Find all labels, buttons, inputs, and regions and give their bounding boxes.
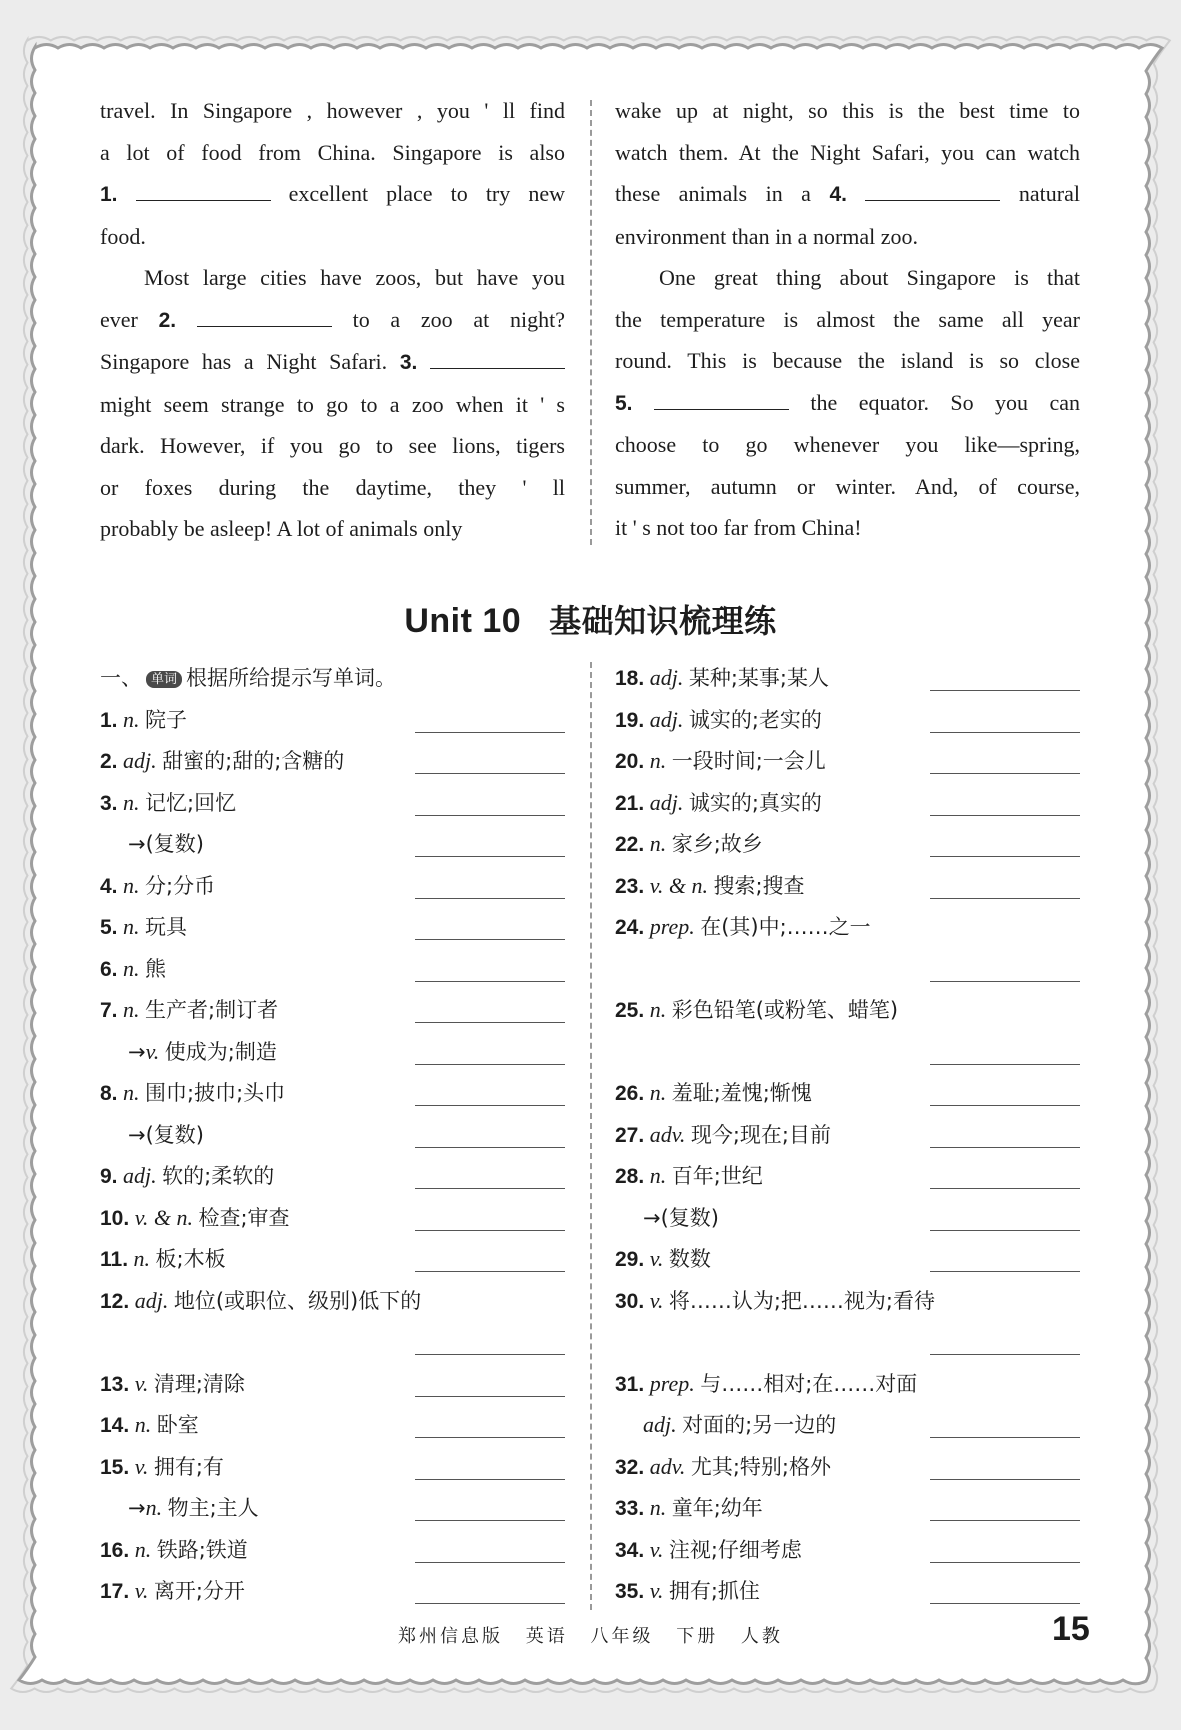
passage-text: watch them. At the Night Safari, you can watch [615,139,1080,165]
chinese-meaning: 熊 [145,956,167,981]
column-divider [590,100,592,545]
part-of-speech: n. [123,1080,140,1105]
derivation-arrow: → [128,1039,146,1064]
blank-number: 2. [158,308,177,332]
answer-line[interactable] [930,1603,1080,1604]
passage-text: the equator. So you can [810,389,1081,415]
item-number: 7. [100,999,118,1022]
part-of-speech: v. & n. [649,872,708,898]
section-heading [100,657,565,699]
item-number: 33. [615,1497,645,1520]
vocab-row [100,1446,565,1488]
answer-line[interactable] [415,1147,565,1148]
answer-line[interactable] [930,1479,1080,1480]
passage-text: these animals in a [615,181,811,206]
chinese-meaning: 在(其)中;……之一 [700,915,871,939]
vocab-row [100,1031,565,1073]
vocab-row [100,1321,565,1363]
passage-text: food. [100,223,146,249]
unit-title [0,596,1181,642]
passage-text: or foxes during the daytime, they ' ll [100,474,565,500]
item-number: 18. [615,667,645,690]
passage-text: choose to go whenever you like—spring, [615,432,1080,457]
vocab-row [615,1197,1080,1239]
passage-line [615,257,1080,299]
answer-line[interactable] [415,1437,565,1438]
item-number: 21. [615,791,645,815]
vocab-row [100,1072,565,1114]
chinese-meaning: 一段时间;一会儿 [671,749,826,773]
part-of-speech: n. [649,1080,667,1105]
item-number: 28. [615,1165,645,1188]
section-number: 一、 [100,666,142,690]
passage-line [615,382,1080,425]
part-of-speech: n. [123,914,140,939]
passage-line [615,466,1080,508]
chinese-meaning: 对面的;另一边的 [682,1413,837,1437]
part-of-speech: v. [649,1536,664,1562]
passage-line [100,90,565,132]
part-of-speech: adj. [649,789,684,815]
item-number: 30. [615,1289,645,1313]
vocab-row [100,1155,565,1197]
vocab-row [615,740,1080,782]
item-number: 31. [615,1372,645,1396]
answer-line[interactable] [415,1022,565,1023]
item-number: 2. [100,750,118,773]
item-number: 27. [615,1123,645,1147]
chinese-meaning: 物主;主人 [167,1496,259,1520]
chinese-meaning: 注视;仔细考虑 [668,1537,802,1562]
item-number: 11. [100,1248,129,1271]
chinese-meaning: 家乡;故乡 [671,832,763,856]
part-of-speech: v. [145,1038,160,1064]
chinese-meaning: 现今;现在;目前 [690,1122,831,1147]
vocab-row [100,1363,565,1405]
part-of-speech: n. [145,1495,163,1520]
part-of-speech: adv. [649,1121,686,1147]
part-of-speech: v. [134,1578,149,1603]
item-number: 32. [615,1455,645,1479]
passage-text: ever [100,306,138,332]
answer-line[interactable] [930,1188,1080,1189]
answer-line[interactable] [415,1520,565,1521]
passage-text: travel. In Singapore , however , you ' ll find [100,98,565,123]
chinese-meaning: 铁路;铁道 [156,1537,248,1562]
chinese-meaning: 使成为;制造 [164,1039,277,1064]
passage-line [100,425,565,467]
part-of-speech: adj. [134,1287,169,1313]
passage-line [100,216,565,258]
part-of-speech: v. [134,1453,149,1479]
vocab-row [615,1363,1080,1405]
answer-line[interactable] [930,1230,1080,1231]
vocab-row [615,1570,1080,1612]
vocab-row [100,1197,565,1239]
part-of-speech: prep. [649,914,695,939]
part-of-speech: v. [134,1370,149,1396]
answer-blank[interactable] [197,306,332,327]
passage-text: One great thing about Singapore is that [659,265,1080,290]
vocab-row [100,740,565,782]
passage-text: Singapore has a Night Safari. [100,349,388,374]
item-number: 8. [100,1082,118,1105]
answer-line[interactable] [415,1188,565,1189]
answer-line[interactable] [930,773,1080,774]
passage-line [615,216,1080,258]
vocab-row [615,823,1080,865]
answer-line[interactable] [415,1603,565,1604]
part-of-speech: n. [123,997,140,1022]
part-of-speech: n. [649,1495,667,1520]
answer-line[interactable] [415,1105,565,1106]
vocab-row [615,906,1080,948]
answer-blank[interactable] [430,348,565,369]
answer-line[interactable] [415,1064,565,1065]
part-of-speech: adj. [649,665,684,690]
passage-text: the temperature is almost the same all year [615,306,1080,332]
passage-text: it ' s not too far from China! [615,515,862,540]
chinese-meaning: 地位(或职位、级别)低下的 [173,1288,422,1313]
chinese-meaning: 百年;世纪 [671,1164,763,1188]
answer-line[interactable] [930,1354,1080,1355]
reading-passage-right-column [615,90,1080,549]
vocab-row [100,1570,565,1612]
blank-number: 1. [100,183,118,206]
passage-line [100,508,565,550]
vocab-row [100,1280,565,1322]
derivation-arrow: →(复数) [643,1205,719,1230]
answer-line[interactable] [930,898,1080,899]
chinese-meaning: 记忆;回忆 [145,790,237,815]
answer-line[interactable] [415,939,565,940]
unit-title-english: Unit 10 [404,602,522,640]
section-instruction: 根据所给提示写单词。 [186,666,397,690]
chinese-meaning: 检查;审查 [198,1205,290,1230]
item-number: 19. [615,708,645,732]
answer-line[interactable] [930,1064,1080,1065]
answer-line[interactable] [415,898,565,899]
chinese-meaning: 彩色铅笔(或粉笔、蜡笔) [671,998,899,1022]
answer-line[interactable] [415,1479,565,1480]
passage-line [615,424,1080,466]
footer-edition-info: 郑州信息版 英语 八年级 下册 人教 [398,1626,783,1647]
passage-line [615,132,1080,174]
passage-line [100,467,565,509]
vocab-row [615,1072,1080,1114]
answer-line[interactable] [415,1230,565,1231]
part-of-speech: n. [649,831,667,856]
part-of-speech: n. [123,789,140,815]
item-number: 29. [615,1248,645,1271]
vocab-row [615,865,1080,907]
answer-line[interactable] [930,1271,1080,1272]
vocab-row [100,1404,565,1446]
passage-text: summer, autumn or winter. And, of course, [615,473,1080,499]
item-number: 15. [100,1455,130,1479]
passage-text: Most large cities have zoos, but have you [144,265,565,290]
page-number: 15 [1052,1610,1090,1648]
vocab-row [100,1114,565,1156]
answer-line[interactable] [415,1271,565,1272]
answer-line[interactable] [930,856,1080,857]
chinese-meaning: 数数 [668,1247,711,1271]
part-of-speech: adj. [123,1163,157,1188]
item-number: 20. [615,750,645,773]
answer-line[interactable] [415,773,565,774]
part-of-speech: n. [123,706,140,732]
vocab-row [100,1529,565,1571]
blank-number: 3. [399,351,418,374]
vocab-row [615,699,1080,741]
answer-line[interactable] [930,981,1080,982]
part-of-speech: n. [649,1163,667,1188]
answer-line[interactable] [415,981,565,982]
item-number: 22. [615,833,645,856]
chinese-meaning: 某种;某事;某人 [688,666,829,690]
answer-line[interactable] [930,1147,1080,1148]
vocab-row [100,906,565,948]
derivation-arrow: → [128,1496,146,1520]
answer-blank[interactable] [865,180,1000,201]
passage-line [615,507,1080,549]
passage-line [100,132,565,174]
part-of-speech: n. [133,1246,151,1271]
vocab-list-left [100,657,565,1612]
vocab-row [100,1238,565,1280]
vocab-row [615,1114,1080,1156]
answer-blank[interactable] [136,180,271,201]
item-number: 24. [615,916,645,939]
passage-line [100,173,565,216]
answer-line[interactable] [415,856,565,857]
answer-line[interactable] [415,732,565,733]
passage-line [615,90,1080,132]
vocab-row [615,1031,1080,1073]
passage-text: environment than in a normal zoo. [615,223,919,249]
unit-title-chinese: 基础知识梳理练 [549,602,777,640]
item-number: 34. [615,1538,645,1562]
answer-line[interactable] [930,690,1080,691]
part-of-speech: n. [649,748,667,773]
answer-line[interactable] [930,732,1080,733]
item-number: 26. [615,1082,645,1105]
passage-text: natural [1018,181,1081,206]
part-of-speech: adj. [649,706,684,732]
vocab-row [615,1404,1080,1446]
chinese-meaning: 诚实的;真实的 [688,790,822,815]
blank-number: 4. [829,183,847,206]
column-divider [590,662,592,1610]
answer-blank[interactable] [654,389,789,410]
vocab-row [100,1487,565,1529]
chinese-meaning: 生产者;制订者 [145,998,279,1022]
part-of-speech: adj. [643,1412,677,1437]
vocab-row [615,948,1080,990]
derivation-arrow: →(复数) [128,1122,204,1147]
item-number: 14. [100,1414,130,1437]
vocab-row [615,1238,1080,1280]
vocab-row [615,1280,1080,1322]
chinese-meaning: 羞耻;羞愧;惭愧 [671,1081,812,1105]
vocab-row [100,699,565,741]
chinese-meaning: 搜索;搜查 [713,873,805,898]
item-number: 6. [100,957,118,981]
answer-line[interactable] [415,1354,565,1355]
part-of-speech: n. [134,1412,152,1437]
passage-line [615,299,1080,341]
item-number: 23. [615,874,645,898]
item-number: 1. [100,708,118,732]
chinese-meaning: 板;木板 [155,1247,226,1271]
item-number: 35. [615,1580,645,1603]
part-of-speech: v. [649,1246,664,1271]
passage-text: excellent place to try new [288,181,565,206]
reading-passage-left-column [100,90,565,550]
derivation-arrow: →(复数) [128,832,204,856]
item-number: 13. [100,1372,130,1396]
answer-line[interactable] [930,1437,1080,1438]
part-of-speech: adv. [649,1453,686,1479]
item-number: 12. [100,1289,130,1313]
vocab-row [100,865,565,907]
part-of-speech: v. & n. [134,1204,193,1230]
chinese-meaning: 卧室 [156,1413,199,1437]
chinese-meaning: 甜蜜的;甜的;含糖的 [162,749,345,773]
item-number: 3. [100,791,118,815]
passage-line [615,173,1080,216]
answer-line[interactable] [930,1520,1080,1521]
vocab-row [100,948,565,990]
chinese-meaning: 围巾;披巾;头巾 [145,1081,286,1105]
passage-text: a lot of food from China. Singapore is also [100,139,565,165]
part-of-speech: n. [134,1536,152,1562]
passage-line [615,340,1080,382]
chinese-meaning: 与……相对;在……对面 [700,1371,918,1396]
chinese-meaning: 玩具 [145,915,188,939]
answer-line[interactable] [930,1105,1080,1106]
item-number: 10. [100,1206,130,1230]
vocab-row [615,1487,1080,1529]
part-of-speech: v. [649,1287,664,1313]
item-number: 16. [100,1538,130,1562]
vocab-row [615,782,1080,824]
passage-text: wake up at night, so this is the best time to [615,98,1080,123]
part-of-speech: n. [649,997,667,1022]
vocab-row [615,1529,1080,1571]
chinese-meaning: 拥有;有 [153,1454,224,1479]
answer-line[interactable] [930,815,1080,816]
part-of-speech: n. [123,872,140,898]
vocab-list-right [615,657,1080,1612]
passage-line [100,299,565,342]
vocab-row [615,989,1080,1031]
passage-text: to a zoo at night? [352,306,566,332]
word-badge: 单词 [146,671,182,688]
part-of-speech: adj. [123,748,157,773]
answer-line[interactable] [930,1562,1080,1563]
chinese-meaning: 分;分币 [145,873,216,898]
answer-line[interactable] [415,1562,565,1563]
part-of-speech: v. [649,1578,664,1603]
vocab-row [615,657,1080,699]
blank-number: 5. [615,391,633,415]
vocab-row [615,1321,1080,1363]
chinese-meaning: 将……认为;把……视为;看待 [668,1288,935,1313]
passage-text: probably be asleep! A lot of animals only [100,516,463,541]
vocab-row [100,782,565,824]
vocab-row [615,1155,1080,1197]
vocab-row [100,989,565,1031]
item-number: 9. [100,1165,118,1188]
passage-text: round. This is because the island is so close [615,348,1080,373]
item-number: 5. [100,916,118,939]
chinese-meaning: 离开;分开 [153,1579,245,1603]
passage-line [100,341,565,384]
passage-line [100,384,565,426]
chinese-meaning: 童年;幼年 [671,1496,763,1520]
chinese-meaning: 拥有;抓住 [668,1579,760,1603]
vocab-row [100,823,565,865]
passage-text: dark. However, if you go to see lions, tigers [100,433,565,458]
item-number: 4. [100,874,118,898]
item-number: 25. [615,999,645,1022]
chinese-meaning: 清理;清除 [153,1371,245,1396]
chinese-meaning: 诚实的;老实的 [688,707,822,732]
passage-text: might seem strange to go to a zoo when it ' s [100,391,565,417]
passage-line [100,257,565,299]
part-of-speech: n. [123,955,140,981]
chinese-meaning: 尤其;特别;格外 [690,1454,831,1479]
chinese-meaning: 院子 [145,707,188,732]
answer-line[interactable] [415,815,565,816]
part-of-speech: prep. [649,1370,695,1396]
answer-line[interactable] [415,1396,565,1397]
item-number: 17. [100,1580,130,1603]
vocab-row [615,1446,1080,1488]
chinese-meaning: 软的;柔软的 [162,1164,275,1188]
